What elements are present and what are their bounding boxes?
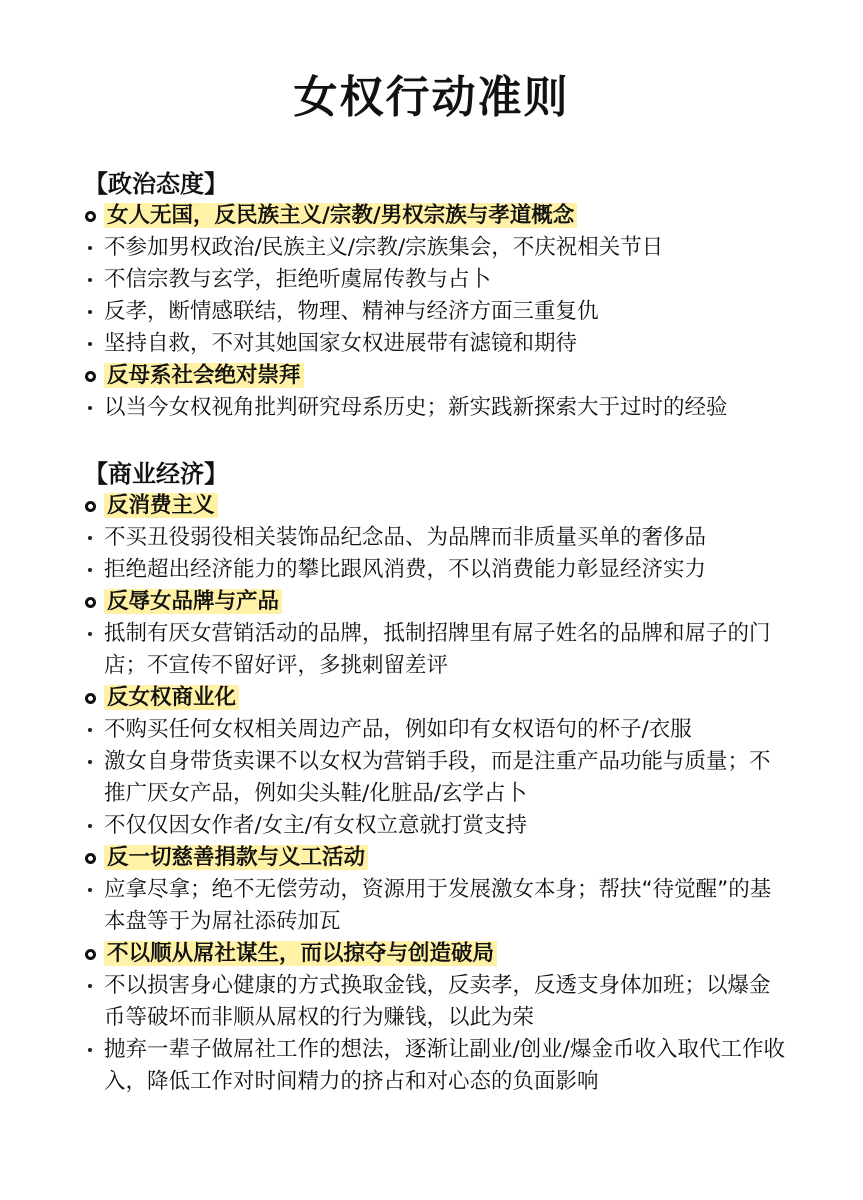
bullet-text: 以当今女权视角批判研究母系历史；新实践新探索大于过时的经验 bbox=[104, 395, 728, 420]
section-business bbox=[80, 458, 790, 1098]
bullet-text: 不买丑役弱役相关装饰品纪念品、为品牌而非质量买单的奢侈品 bbox=[104, 525, 707, 550]
item-list bbox=[80, 200, 790, 424]
dot-bullet-icon bbox=[80, 714, 100, 746]
bullet-text: 抵制有厌女营销活动的品牌，抵制招牌里有屌子姓名的品牌和屌子的门店；不宣传不留好评，多挑刺留差评 bbox=[104, 621, 771, 678]
heading-item bbox=[80, 200, 790, 232]
dot-bullet-icon bbox=[80, 554, 100, 586]
bullet-item bbox=[80, 522, 790, 554]
bullet-text: 不参加男权政治/民族主义/宗教/宗族集会，不庆祝相关节日 bbox=[104, 235, 664, 260]
dot-bullet-icon bbox=[80, 296, 100, 328]
bullet-item bbox=[80, 810, 790, 842]
circle-bullet-icon bbox=[80, 586, 100, 618]
bullet-text: 不以损害身心健康的方式换取金钱，反卖孝，反透支身体加班；以爆金币等破坏而非顺从屌权的行为赚钱，以此为荣 bbox=[104, 973, 771, 1030]
bullet-item bbox=[80, 746, 790, 810]
bullet-item bbox=[80, 874, 790, 938]
item-list bbox=[80, 490, 790, 1098]
dot-bullet-icon bbox=[80, 328, 100, 360]
section-title: 【商业经济】 bbox=[84, 460, 228, 488]
bullet-item bbox=[80, 618, 790, 682]
bullet-text: 应拿尽拿；绝不无偿劳动，资源用于发展激女本身；帮扶“待觉醒”的基本盘等于为屌社添砖加瓦 bbox=[104, 877, 772, 934]
bullet-text: 不信宗教与玄学，拒绝听虞屌传教与占卜 bbox=[104, 267, 492, 292]
page-title: 女权行动准则 bbox=[293, 72, 570, 123]
bullet-item bbox=[80, 264, 790, 296]
section-political bbox=[80, 168, 790, 424]
dot-bullet-icon bbox=[80, 1034, 100, 1066]
circle-bullet-icon bbox=[80, 938, 100, 970]
dot-bullet-icon bbox=[80, 232, 100, 264]
heading-text: 反一切慈善捐款与义工活动 bbox=[104, 845, 368, 870]
dot-bullet-icon bbox=[80, 810, 100, 842]
bullet-item bbox=[80, 714, 790, 746]
dot-bullet-icon bbox=[80, 618, 100, 650]
heading-item bbox=[80, 490, 790, 522]
circle-bullet-icon bbox=[80, 360, 100, 392]
heading-text: 女人无国，反民族主义/宗教/男权宗族与孝道概念 bbox=[104, 203, 577, 228]
bullet-text: 坚持自救，不对其她国家女权进展带有滤镜和期待 bbox=[104, 331, 578, 356]
bullet-text: 不仅仅因女作者/女主/有女权立意就打赏支持 bbox=[104, 813, 527, 838]
heading-item bbox=[80, 938, 790, 970]
bullet-text: 激女自身带货卖课不以女权为营销手段，而是注重产品功能与质量；不推广厌女产品，例如尖头鞋/化脏品/玄学占卜 bbox=[104, 749, 771, 806]
dot-bullet-icon bbox=[80, 264, 100, 296]
bullet-text: 拒绝超出经济能力的攀比跟风消费，不以消费能力彰显经济实力 bbox=[104, 557, 707, 582]
heading-item bbox=[80, 360, 790, 392]
circle-bullet-icon bbox=[80, 200, 100, 232]
bullet-item bbox=[80, 1034, 790, 1098]
circle-bullet-icon bbox=[80, 682, 100, 714]
heading-text: 反女权商业化 bbox=[104, 685, 239, 710]
heading-text: 反母系社会绝对崇拜 bbox=[104, 363, 304, 388]
circle-bullet-icon bbox=[80, 490, 100, 522]
section-title: 【政治态度】 bbox=[84, 170, 228, 198]
bullet-item bbox=[80, 232, 790, 264]
dot-bullet-icon bbox=[80, 522, 100, 554]
bullet-item bbox=[80, 328, 790, 360]
content-area bbox=[80, 168, 790, 1098]
bullet-text: 抛弃一辈子做屌社工作的想法，逐渐让副业/创业/爆金币收入取代工作收入，降低工作对时间精力的挤占和对心态的负面影响 bbox=[104, 1037, 785, 1094]
heading-item bbox=[80, 842, 790, 874]
heading-text: 不以顺从屌社谋生，而以掠夺与创造破局 bbox=[104, 941, 497, 966]
heading-text: 反消费主义 bbox=[104, 493, 218, 518]
bullet-item bbox=[80, 392, 790, 424]
circle-bullet-icon bbox=[80, 842, 100, 874]
bullet-text: 不购买任何女权相关周边产品，例如印有女权语句的杯子/衣服 bbox=[104, 717, 692, 742]
dot-bullet-icon bbox=[80, 874, 100, 906]
bullet-item bbox=[80, 554, 790, 586]
heading-item bbox=[80, 586, 790, 618]
heading-item bbox=[80, 682, 790, 714]
dot-bullet-icon bbox=[80, 746, 100, 778]
dot-bullet-icon bbox=[80, 392, 100, 424]
bullet-text: 反孝，断情感联结，物理、精神与经济方面三重复仇 bbox=[104, 299, 599, 324]
heading-text: 反辱女品牌与产品 bbox=[104, 589, 282, 614]
dot-bullet-icon bbox=[80, 970, 100, 1002]
bullet-item bbox=[80, 296, 790, 328]
bullet-item bbox=[80, 970, 790, 1034]
